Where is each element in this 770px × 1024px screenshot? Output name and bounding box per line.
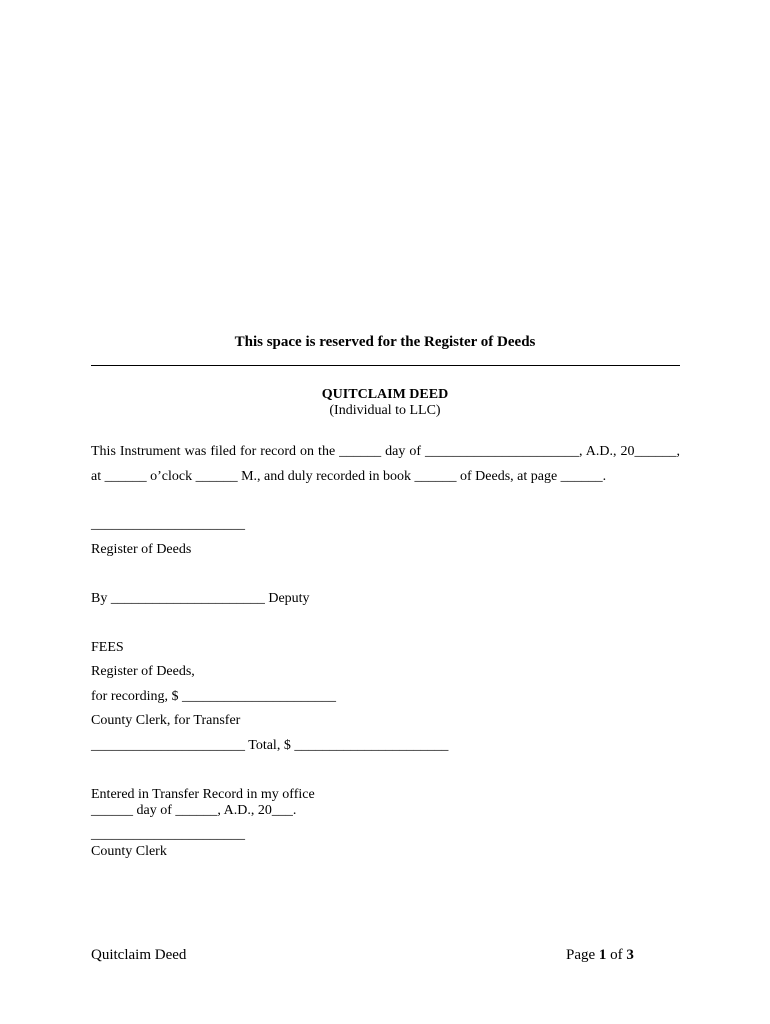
deed-title: QUITCLAIM DEED: [321, 387, 449, 402]
filing-line-1: This Instrument was filed for record on the ______ day of ______________________, A.D., 20______,: [91, 444, 680, 459]
fees-register-label: Register of Deeds,: [91, 664, 195, 679]
transfer-record-line-1: Entered in Transfer Record in my office: [91, 787, 315, 802]
filing-line-2: at ______ o’clock ______ M., and duly recorded in book ______ of Deeds, at page ______.: [91, 469, 607, 484]
deed-subtitle: (Individual to LLC): [329, 403, 441, 418]
county-clerk-signature-line: ______________________: [91, 827, 245, 842]
county-clerk-signature-label: County Clerk: [91, 844, 167, 859]
footer-document-name: Quitclaim Deed: [91, 947, 187, 963]
fees-recording-line: for recording, $ ______________________: [91, 689, 336, 704]
horizontal-divider: [91, 365, 680, 366]
transfer-record-line-2: ______ day of ______, A.D., 20___.: [91, 803, 297, 818]
register-reserved-heading: This space is reserved for the Register of Deeds: [234, 334, 536, 350]
page-current: 1: [598, 947, 607, 963]
deputy-line: By ______________________ Deputy: [91, 591, 310, 606]
register-signature-line: ______________________: [91, 517, 245, 532]
page-middle: of: [606, 947, 627, 963]
fees-total-line: ______________________ Total, $ ______________________: [91, 738, 449, 753]
register-signature-label: Register of Deeds: [91, 542, 192, 557]
fees-heading: FEES: [91, 640, 124, 655]
page-prefix: Page: [566, 947, 599, 963]
footer-page-number: [566, 947, 634, 964]
fees-county-clerk-line: County Clerk, for Transfer: [91, 713, 241, 728]
page-total: 3: [626, 947, 634, 963]
